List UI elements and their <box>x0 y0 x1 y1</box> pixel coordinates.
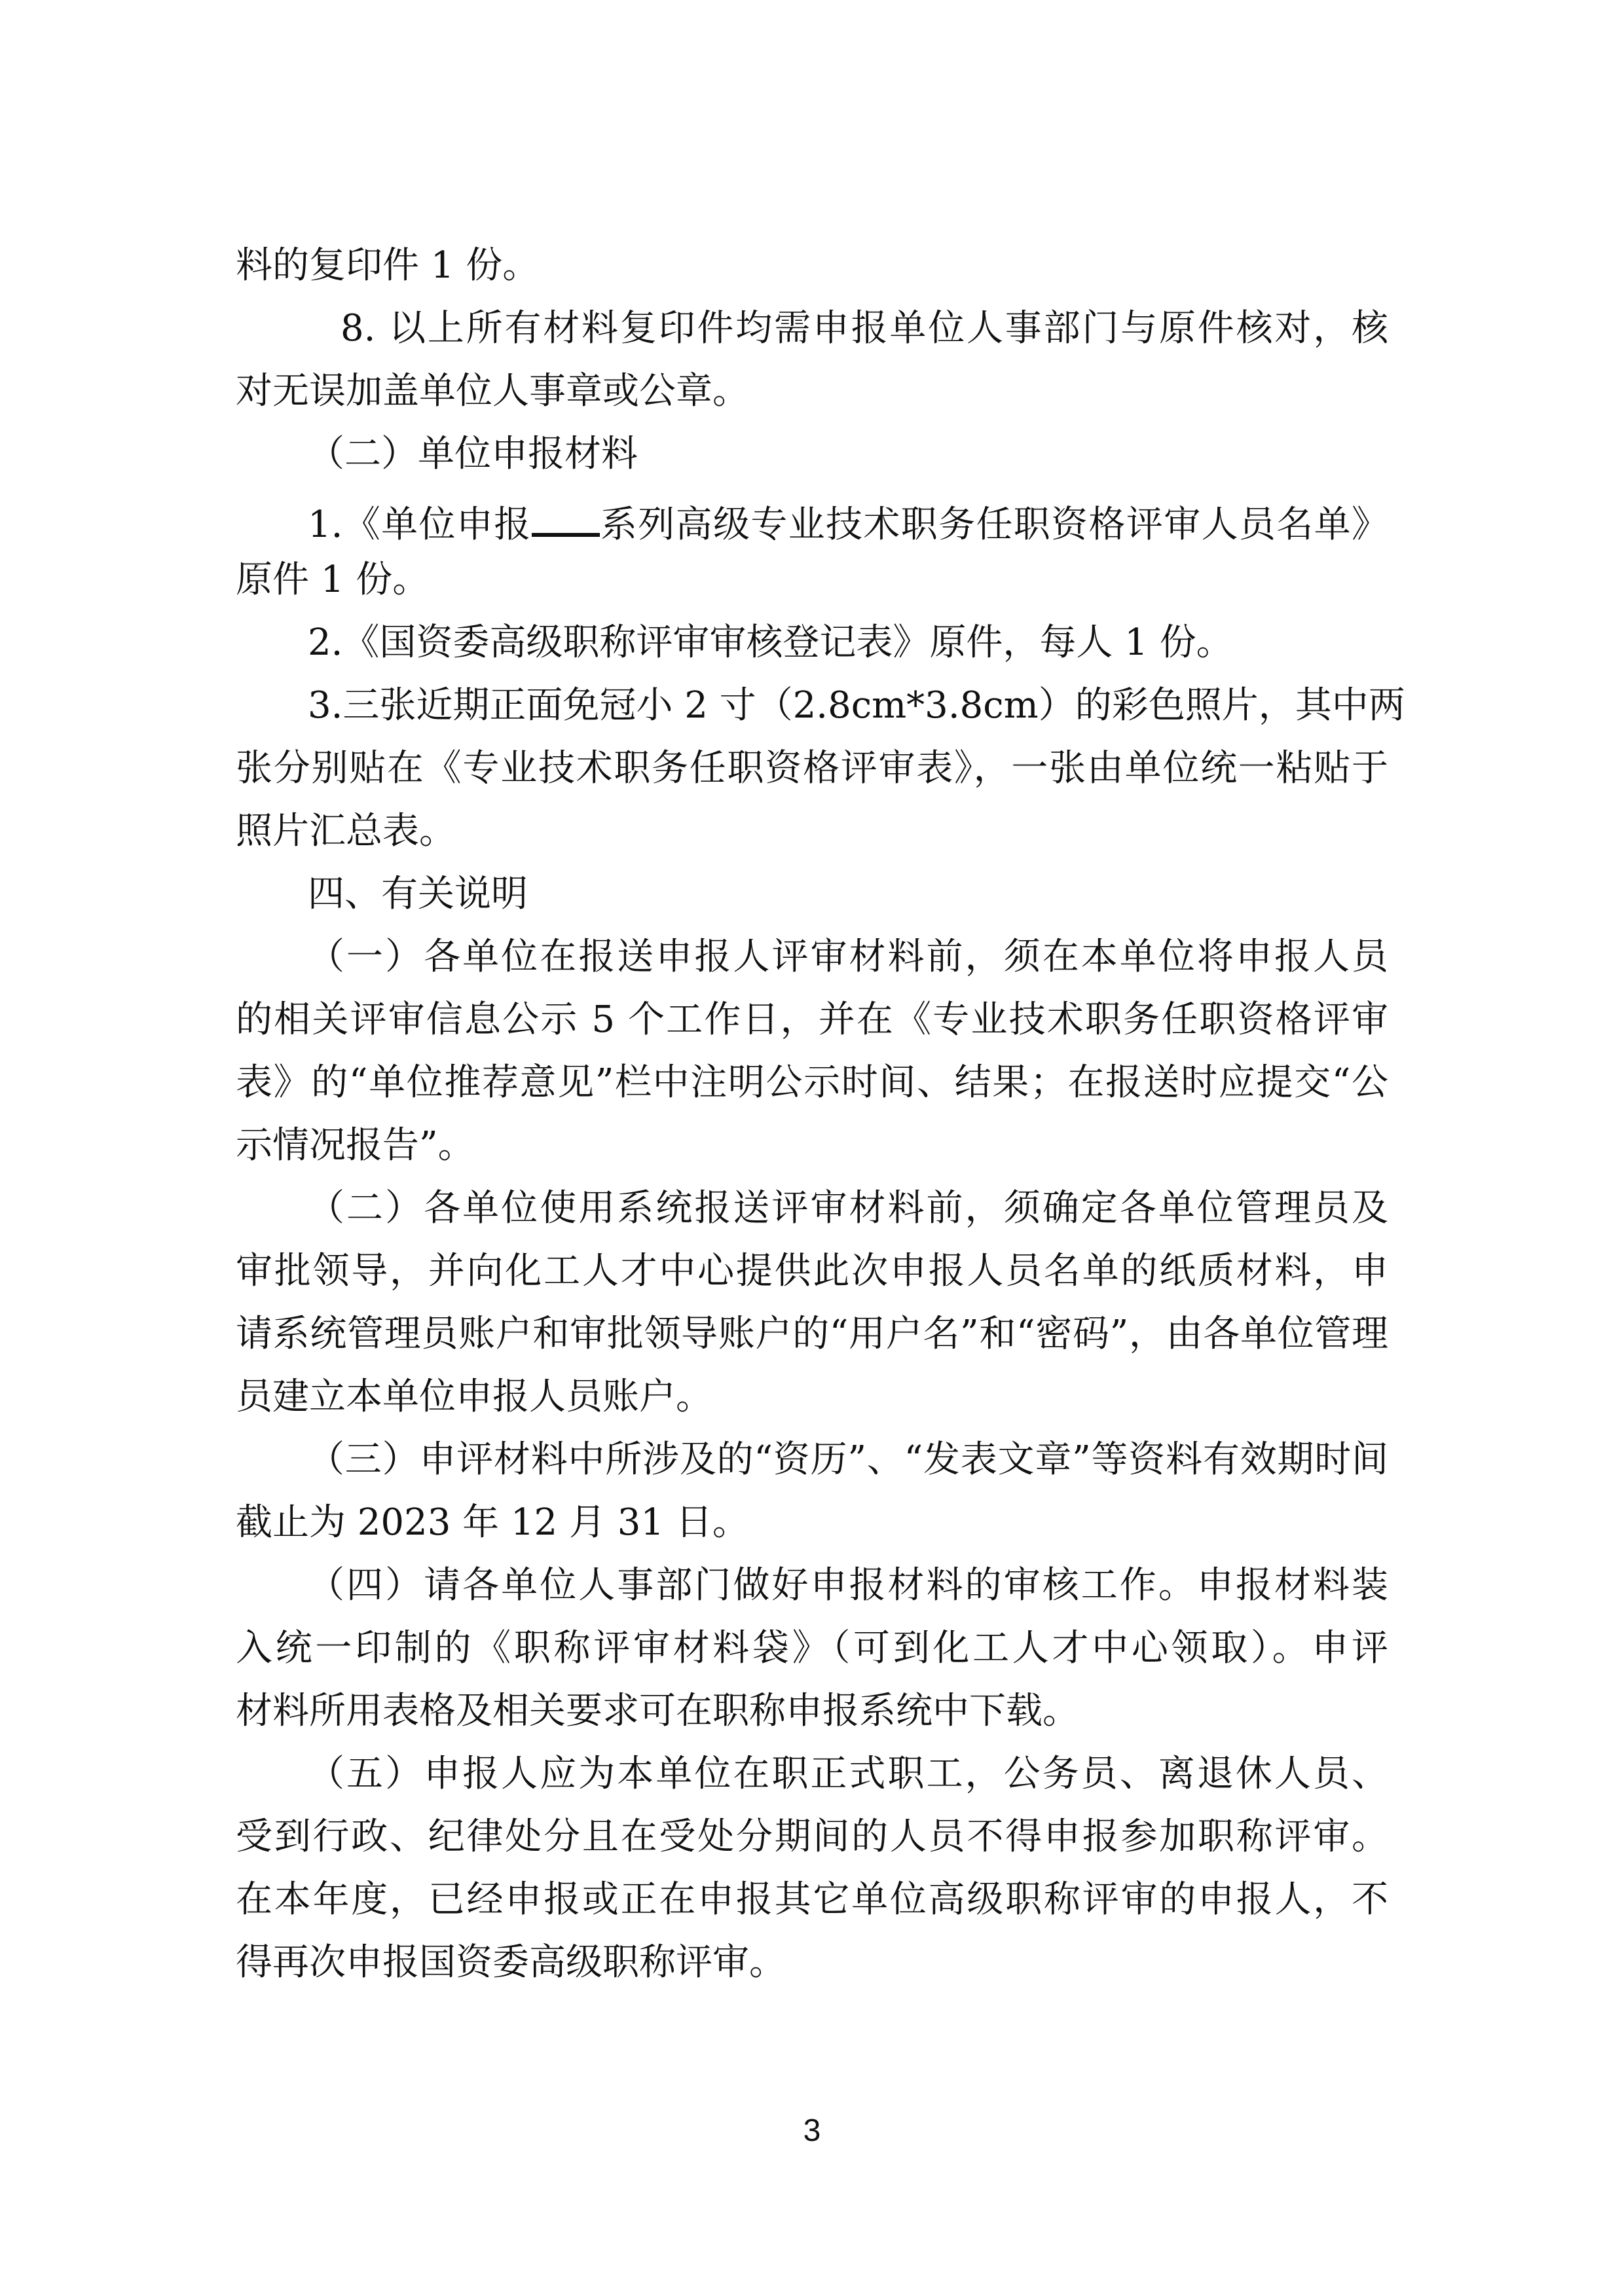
text-line: 员建立本单位申报人员账户。 <box>236 1376 712 1418</box>
text-line: 8. 以上所有材料复印件均需申报单位人事部门与原件核对，核 <box>341 307 1388 350</box>
text-line: 请系统管理员账户和审批领导账户的“用户名”和“密码”，由各单位管理 <box>236 1313 1388 1355</box>
text-line: （四）请各单位人事部门做好申报材料的审核工作。申报材料装 <box>308 1564 1388 1607</box>
text-line: 张分别贴在《专业技术职务任职资格评审表》，一张由单位统一粘贴于 <box>236 747 1388 790</box>
section-heading: （二）单位申报材料 <box>308 433 638 475</box>
page-number: 3 <box>803 2113 821 2148</box>
text-line: 原件 1 份。 <box>236 558 430 601</box>
text-line: 料的复印件 1 份。 <box>236 244 540 287</box>
fill-in-blank <box>532 499 600 537</box>
text-line: 入统一印制的《职称评审材料袋》（可到化工人才中心领取）。申评 <box>236 1627 1388 1669</box>
text-line: 2.《国资委高级职称评审审核登记表》原件，每人 1 份。 <box>308 621 1233 664</box>
text-line: 示情况报告”。 <box>236 1124 475 1167</box>
text-line: 照片汇总表。 <box>236 810 456 852</box>
text-line: 在本年度，已经申报或正在申报其它单位高级职称评审的申报人，不 <box>236 1878 1388 1921</box>
text-line: （五）申报人应为本单位在职正式职工，公务员、离退休人员、 <box>308 1753 1388 1795</box>
text-line: 表》的“单位推荐意见”栏中注明公示时间、结果；在报送时应提交“公 <box>236 1061 1388 1104</box>
text-line: （一）各单位在报送申报人评审材料前，须在本单位将申报人员 <box>308 936 1388 978</box>
text-line: 截止为 2023 年 12 月 31 日。 <box>236 1501 749 1544</box>
text-line: 审批领导，并向化工人才中心提供此次申报人员名单的纸质材料，申 <box>236 1250 1388 1292</box>
text-line <box>308 499 1388 546</box>
text-segment: 系列高级专业技术职务任职资格评审人员名单》 <box>599 503 1388 546</box>
text-line: 材料所用表格及相关要求可在职称申报系统中下载。 <box>236 1690 1079 1732</box>
text-line: 3.三张近期正面免冠小 2 寸（2.8cm*3.8cm）的彩色照片，其中两 <box>308 684 1405 727</box>
text-line: 受到行政、纪律处分且在受处分期间的人员不得申报参加职称评审。 <box>236 1815 1388 1858</box>
text-line: （二）各单位使用系统报送评审材料前，须确定各单位管理员及 <box>308 1187 1388 1230</box>
text-segment: 1.《单位申报 <box>308 503 532 546</box>
text-line: 的相关评审信息公示 5 个工作日，并在《专业技术职务任职资格评审 <box>236 998 1388 1041</box>
text-line: （三）申评材料中所涉及的“资历”、“发表文章”等资料有效期时间 <box>308 1438 1388 1481</box>
section-heading: 四、有关说明 <box>308 873 528 915</box>
text-line: 得再次申报国资委高级职称评审。 <box>236 1941 786 1984</box>
text-line: 对无误加盖单位人事章或公章。 <box>236 370 749 412</box>
